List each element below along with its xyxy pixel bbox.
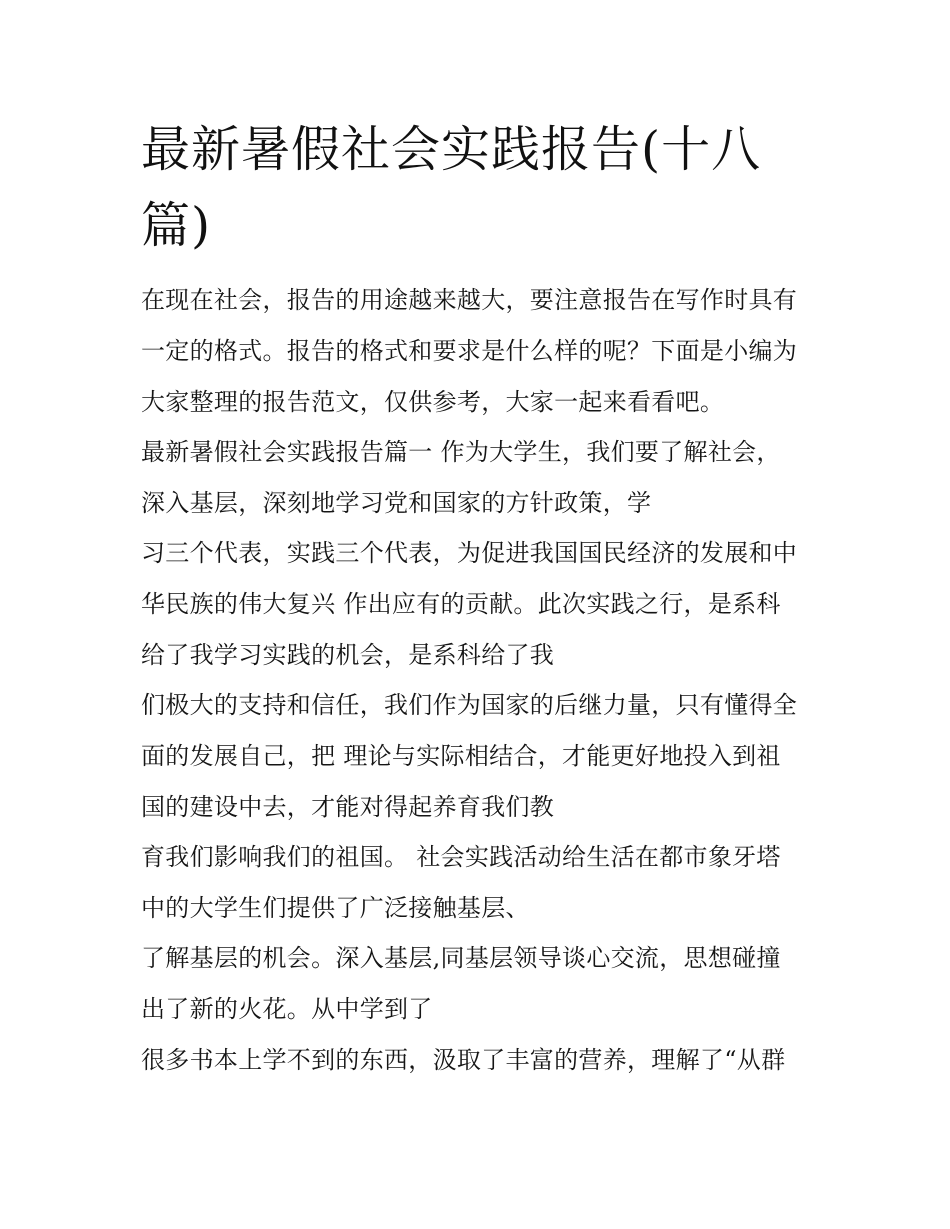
body-text-line: 们极大的支持和信任，我们作为国家的后继力量，只有懂得全 — [141, 691, 798, 719]
body-text-line: 国的建设中去，才能对得起养育我们教 — [141, 793, 555, 821]
body-text-line: 中的大学生们提供了广泛接触基层、 — [141, 894, 530, 922]
body-text-line: 了解基层的机会。深入基层,同基层领导谈心交流，思想碰撞 — [141, 944, 781, 972]
body-text-line: 习三个代表，实践三个代表，为促进我国国民经济的发展和中 — [141, 539, 798, 567]
body-text-line: 育我们影响我们的祖国。 社会实践活动给生活在都市象牙塔 — [141, 843, 781, 871]
body-text-line: 很多书本上学不到的东西，汲取了丰富的营养，理解了“从群 — [141, 1046, 786, 1074]
document-title — [141, 112, 821, 264]
section-heading-line: 最新暑假社会实践报告篇一 作为大学生，我们要了解社会， — [141, 438, 781, 466]
title-line-1: 最新暑假社会实践报告(十八 — [141, 121, 762, 178]
body-text-line: 深入基层，深刻地学习党和国家的方针政策，学 — [141, 489, 652, 517]
body-text-line: 给了我学习实践的机会，是系科给了我 — [141, 641, 555, 669]
body-text-line: 一定的格式。报告的格式和要求是什么样的呢？下面是小编为 — [141, 337, 798, 365]
body-text-line: 大家整理的报告范文，仅供参考，大家一起来看看吧。 — [141, 388, 725, 416]
title-line-2: 篇) — [141, 197, 212, 254]
body-text-line: 出了新的火花。从中学到了 — [141, 995, 433, 1023]
body-text-line: 面的发展自己，把 理论与实际相结合，才能更好地投入到祖 — [141, 742, 781, 770]
body-text-line: 在现在社会，报告的用途越来越大，要注意报告在写作时具有 — [141, 286, 798, 314]
body-text-line: 华民族的伟大复兴 作出应有的贡献。此次实践之行，是系科 — [141, 590, 781, 618]
